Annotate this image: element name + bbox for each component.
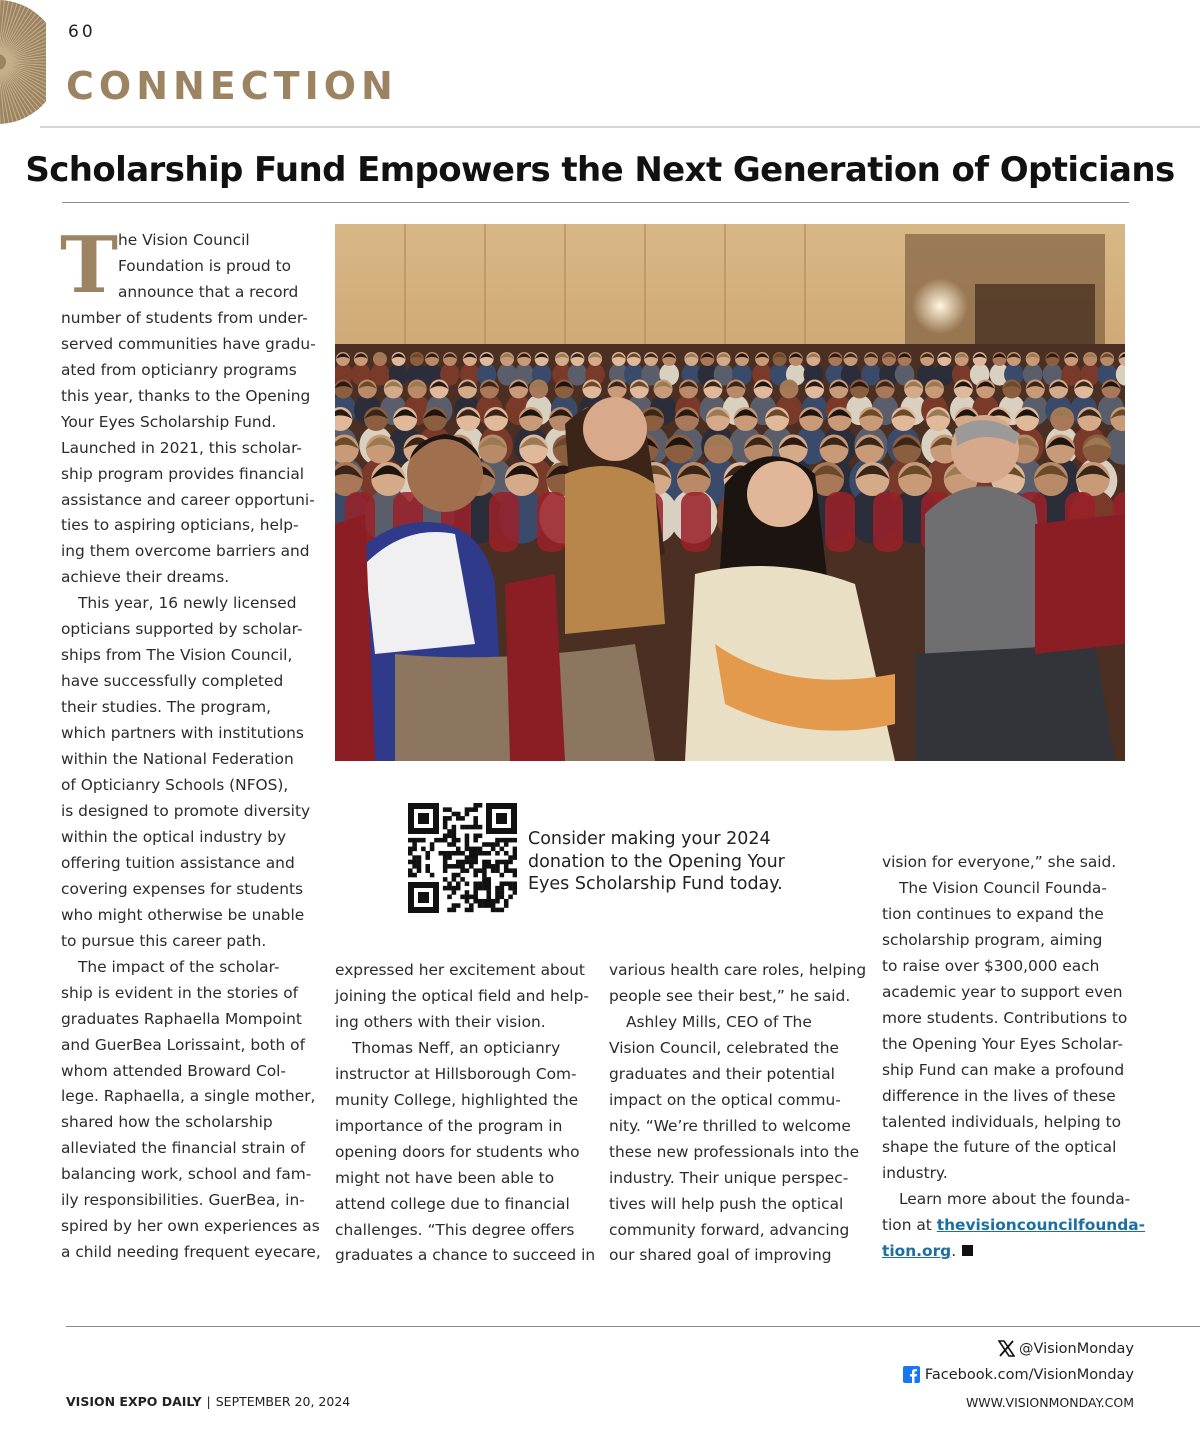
website-url[interactable]: WWW.VISIONMONDAY.COM (965, 1395, 1134, 1410)
text-line: announce that a record (118, 282, 299, 301)
text-line: is designed to promote diversity (61, 801, 311, 820)
text-line: tives will help push the optical (609, 1194, 844, 1213)
text-line: a child needing frequent eyecare, (61, 1243, 321, 1262)
text-line: ship is evident in the stories of (61, 983, 299, 1002)
separator: | (206, 1394, 211, 1409)
text-line: achieve their dreams. (61, 568, 230, 587)
text-line: spired by her own experiences as (61, 1217, 320, 1236)
text-line: ships from The Vision Council, (61, 646, 293, 665)
sunburst-ornament (0, 0, 46, 126)
qr-code[interactable] (408, 803, 517, 913)
text-line: instructor at Hillsborough Com- (335, 1064, 577, 1083)
text-line: within the National Federation (61, 750, 294, 769)
text-line: impact on the optical commu- (609, 1090, 841, 1109)
text-line: number of students from under- (61, 308, 308, 327)
article-column-3 (609, 958, 867, 1269)
text-line: which partners with institutions (61, 724, 304, 743)
article-column-1 (60, 220, 321, 1266)
text-line: their studies. The program, (61, 698, 271, 717)
text-line: balancing work, school and fam- (61, 1165, 312, 1184)
text-line: he Vision Council (118, 231, 250, 249)
text-line: assistance and career opportuni- (61, 490, 315, 509)
page-number: 60 (68, 22, 96, 42)
facebook-link[interactable] (903, 1366, 1134, 1383)
text-line: to pursue this career path. (61, 931, 267, 950)
qr-callout-line: Eyes Scholarship Fund today. (528, 874, 783, 894)
text-line: to raise over $300,000 each (882, 956, 1100, 975)
headline-divider (62, 202, 1129, 203)
qr-callout-line: Consider making your 2024 (528, 829, 771, 849)
text-line: who might otherwise be unable (61, 905, 305, 924)
text-line: graduates and their potential (609, 1064, 835, 1083)
text-line: expressed her excitement about (335, 961, 585, 979)
conference-audience-image (335, 224, 1125, 761)
section-title: CONNECTION (66, 64, 398, 108)
publication-date: SEPTEMBER 20, 2024 (215, 1394, 351, 1409)
text-line: importance of the program in (335, 1116, 563, 1135)
text-line: might not have been able to (335, 1168, 555, 1187)
text-line: this year, thanks to the Opening (61, 386, 311, 405)
text-line: Learn more about the founda- (899, 1190, 1131, 1209)
text-line (882, 1239, 1137, 1265)
text-line: ship program provides financial (61, 464, 305, 483)
text-line: ily responsibilities. GuerBea, in- (61, 1191, 305, 1210)
text-line: people see their best,” he said. (609, 986, 851, 1005)
text-line: Vision Council, celebrated the (609, 1038, 839, 1057)
text-line: industry. Their unique perspec- (609, 1168, 849, 1187)
text-line: community forward, advancing (609, 1220, 850, 1239)
text-line: academic year to support even (882, 982, 1123, 1001)
foundation-link[interactable]: thevisioncouncilfounda- (936, 1216, 1146, 1235)
text-line: lege. Raphaella, a single mother, (61, 1087, 316, 1106)
text-line: graduates a chance to succeed in (335, 1246, 596, 1265)
publication-line (66, 1394, 350, 1409)
text-line (882, 1213, 1146, 1239)
text-line: of Opticianry Schools (NFOS), (61, 776, 289, 795)
text-line: attend college due to financial (335, 1194, 570, 1213)
text-line: nity. “We’re thrilled to welcome (609, 1116, 851, 1135)
facebook-link-text: Facebook.com/VisionMonday (924, 1366, 1134, 1383)
text-line: the Opening Your Eyes Scholar- (882, 1034, 1123, 1053)
text-line: covering expenses for students (61, 879, 304, 898)
text-line: shared how the scholarship (61, 1113, 273, 1132)
text-line: difference in the lives of these (882, 1086, 1116, 1105)
text-line: graduates Raphaella Mompoint (61, 1009, 302, 1028)
text-line: these new professionals into the (609, 1142, 860, 1161)
text-line: alleviated the financial strain of (61, 1139, 306, 1158)
end-mark-icon (962, 1245, 973, 1256)
text-line: Foundation is proud to (118, 256, 292, 275)
text-line: ing them overcome barriers and (61, 542, 310, 561)
text-line: within the optical industry by (61, 827, 287, 846)
drop-cap: T (60, 220, 119, 311)
text-line: various health care roles, helping (609, 961, 867, 979)
text-line: Ashley Mills, CEO of The (626, 1012, 812, 1031)
publication-name: VISION EXPO DAILY (66, 1394, 202, 1409)
text-line: offering tuition assistance and (61, 853, 295, 872)
article-headline: Scholarship Fund Empowers the Next Generation of Opticians (25, 150, 1175, 190)
text-line: ing others with their vision. (335, 1012, 546, 1031)
link-suffix: . (951, 1242, 957, 1261)
text-line: vision for everyone,” she said. (882, 853, 1117, 871)
x-logo-icon (998, 1340, 1015, 1357)
text-line: Thomas Neff, an opticianry (352, 1038, 561, 1057)
facebook-icon (903, 1366, 920, 1383)
twitter-handle-text: @VisionMonday (1018, 1340, 1134, 1357)
text-line: challenges. “This degree offers (335, 1220, 575, 1239)
qr-callout-line: donation to the Opening Your (528, 851, 785, 872)
text-line: tion continues to expand the (882, 904, 1104, 923)
audience-photo (335, 224, 1125, 761)
text-line: ated from opticianry programs (61, 360, 297, 379)
text-line: Launched in 2021, this scholar- (61, 438, 302, 457)
qr-callout-text (528, 828, 785, 896)
text-line: shape the future of the optical (882, 1138, 1117, 1157)
text-line: ties to aspiring opticians, help- (61, 516, 299, 535)
text-line: more students. Contributions to (882, 1008, 1128, 1027)
text-line: The impact of the scholar- (78, 957, 280, 976)
footer-divider (66, 1326, 1200, 1327)
header-divider (40, 126, 1200, 128)
text-line: industry. (882, 1164, 948, 1183)
article-column-2 (335, 958, 596, 1269)
text-line: our shared goal of improving (609, 1246, 832, 1265)
text-line: have successfully completed (61, 672, 284, 691)
text-line: and GuerBea Lorissaint, both of (61, 1035, 306, 1054)
article-column-4 (882, 850, 1146, 1265)
text-line: Your Eyes Scholarship Fund. (61, 412, 277, 431)
link-prefix: tion at (882, 1216, 937, 1235)
text-line: munity College, highlighted the (335, 1090, 579, 1109)
text-line: opening doors for students who (335, 1142, 580, 1161)
text-line: This year, 16 newly licensed (78, 594, 297, 613)
text-line: opticians supported by scholar- (61, 620, 303, 639)
text-line: whom attended Broward Col- (61, 1061, 286, 1080)
twitter-handle[interactable] (998, 1340, 1134, 1357)
text-line: The Vision Council Founda- (899, 878, 1107, 897)
text-line: ship Fund can make a profound (882, 1060, 1125, 1079)
text-line: scholarship program, aiming (882, 930, 1103, 949)
foundation-link[interactable]: tion.org (882, 1242, 952, 1261)
text-line: served communities have gradu- (61, 334, 316, 353)
text-line: joining the optical field and help- (335, 986, 589, 1005)
text-line: talented individuals, helping to (882, 1112, 1122, 1131)
